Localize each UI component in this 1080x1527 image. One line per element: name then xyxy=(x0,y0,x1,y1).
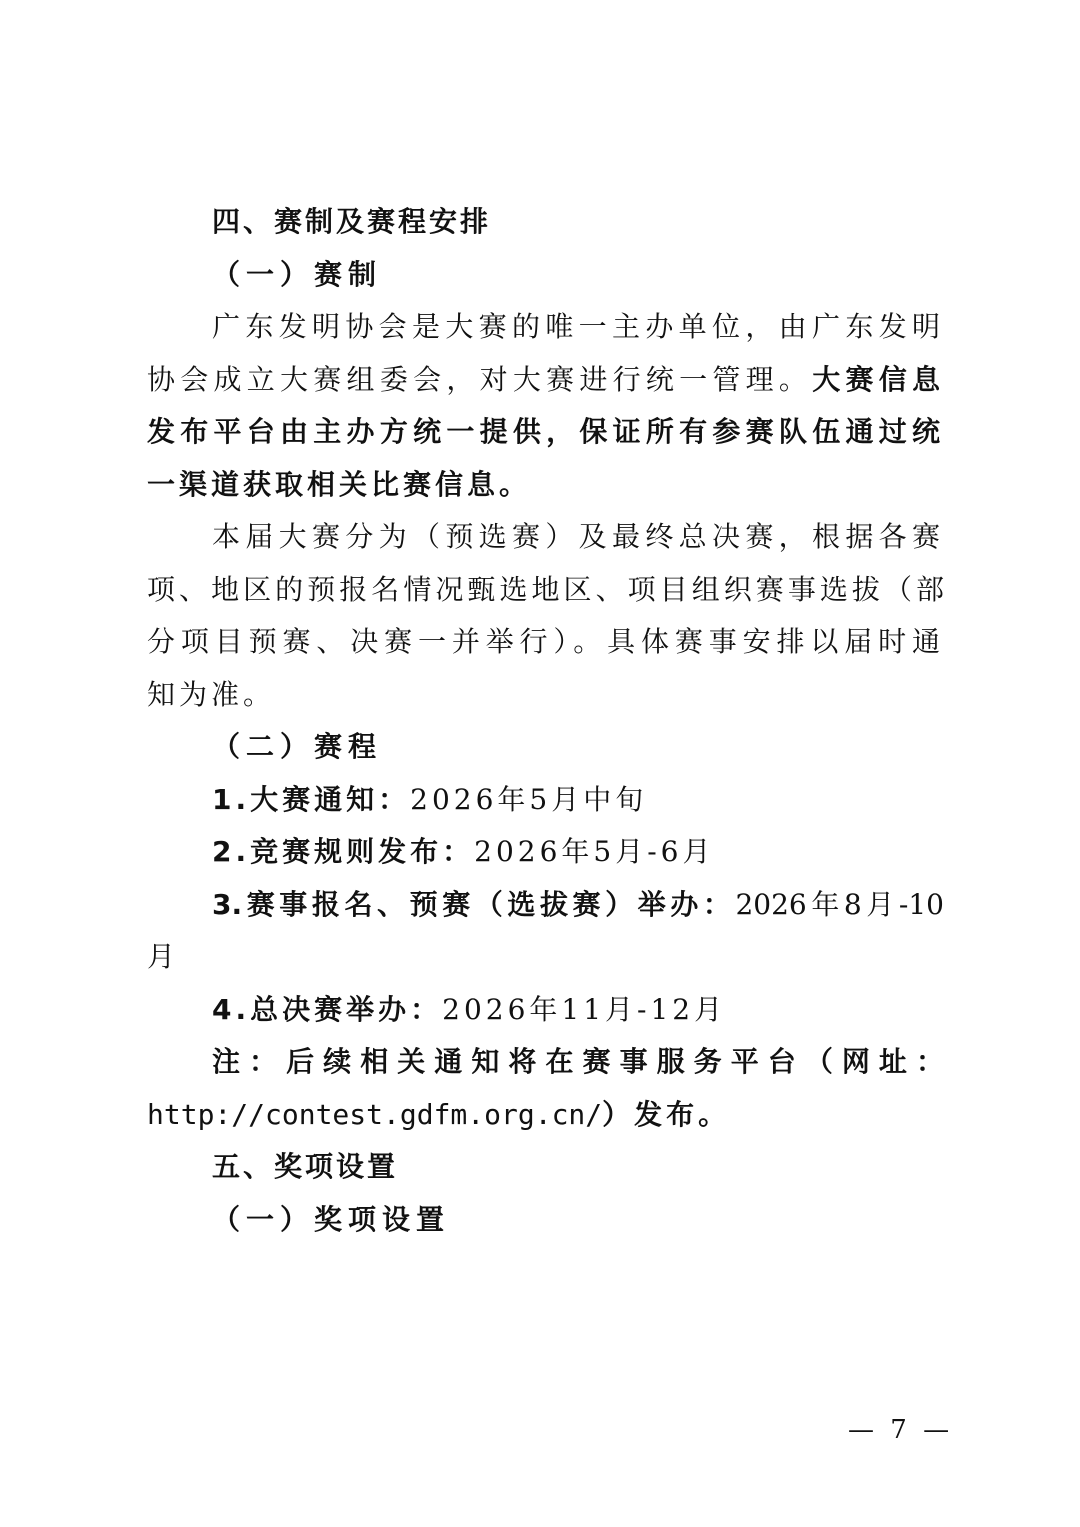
paragraph-line: 广东发明协会是大赛的唯一主办单位，由广东发明 xyxy=(212,310,944,343)
paragraph-line-bold: 发布平台由主办方统一提供，保证所有参赛队伍通过统 xyxy=(147,415,944,448)
schedule-item-value: 2026年11月-12月 xyxy=(442,992,727,1026)
document-body xyxy=(147,196,944,1246)
section4-sub2-heading: （二）赛程 xyxy=(212,730,383,763)
paragraph-line-bold: 一渠道获取相关比赛信息。 xyxy=(147,467,532,501)
note-line: 注：后续相关通知将在赛事服务平台（网址： xyxy=(212,1045,944,1078)
paragraph-line: 本届大赛分为（预选赛）及最终总决赛，根据各赛 xyxy=(212,520,944,553)
note-tail: ）发布。 xyxy=(602,1097,731,1131)
schedule-item xyxy=(147,826,944,879)
schedule-item xyxy=(147,774,944,827)
paragraph-line: 知为准。 xyxy=(147,677,276,711)
schedule-item-label: 2.竞赛规则发布： xyxy=(212,835,475,868)
schedule-item-value: 2026年5月中旬 xyxy=(410,782,648,816)
note-line xyxy=(147,1089,944,1142)
contest-url-link[interactable]: http://contest.gdfm.org.cn/ xyxy=(147,1097,603,1131)
section5-heading: 五、奖项设置 xyxy=(212,1150,399,1183)
section4-heading: 四、赛制及赛程安排 xyxy=(212,205,492,238)
paragraph-line: 分项目预赛、决赛一并举行）。具体赛事安排以届时通 xyxy=(147,625,944,658)
schedule-item-label: 3.赛事报名、预赛（选拔赛）举办： xyxy=(212,887,736,921)
section4-sub1-heading: （一）赛制 xyxy=(212,257,383,291)
page-number: — 7 — xyxy=(848,1415,954,1445)
paragraph-text: 协会成立大赛组委会，对大赛进行统一管理。 xyxy=(147,362,813,396)
schedule-item-label: 1.大赛通知： xyxy=(212,782,411,816)
paragraph-line xyxy=(147,354,944,407)
paragraph-line: 项、地区的预报名情况甄选地区、项目组织赛事选拔（部 xyxy=(147,572,944,606)
schedule-item-label: 4.总决赛举办： xyxy=(212,992,443,1026)
schedule-item-wrap: 月 xyxy=(147,940,176,973)
schedule-item xyxy=(147,984,944,1037)
schedule-item xyxy=(147,879,944,932)
schedule-item-value: 2026年8月-10 xyxy=(735,887,944,921)
schedule-item-value: 2026年5月-6月 xyxy=(474,835,715,868)
section5-sub1-heading: （一）奖项设置 xyxy=(212,1202,451,1236)
paragraph-bold-text: 大赛信息 xyxy=(812,362,944,396)
